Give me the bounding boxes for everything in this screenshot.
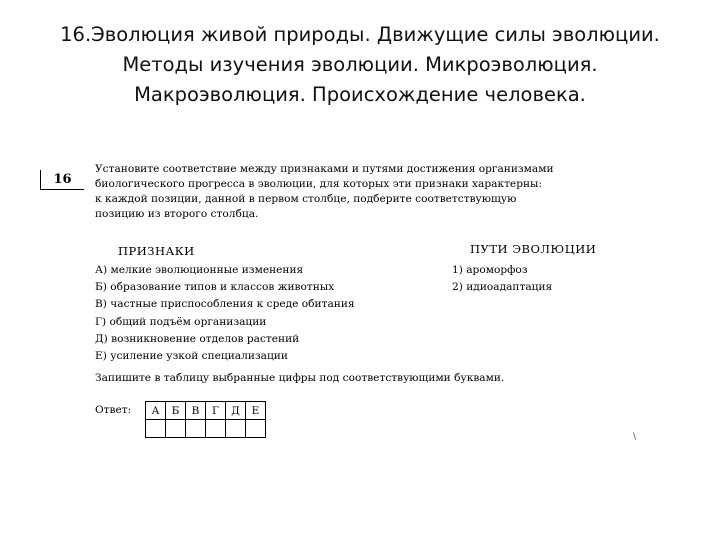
feature-item: В) частные приспособления к среде обитания [95,298,355,311]
answer-cell[interactable] [186,420,206,438]
answer-header-row [146,402,266,420]
task-number: 16 [40,170,84,190]
paths-header: ПУТИ ЭВОЛЮЦИИ [470,242,597,256]
answer-value-row [146,420,266,438]
instruction-line: позицию из второго столбца. [95,208,259,220]
instruction-line: к каждой позиции, данной в первом столбце, подберите соответствующую [95,193,517,205]
answer-column-label: Г [206,402,226,420]
answer-column-label: А [146,402,166,420]
answer-column-label: Б [166,402,186,420]
answer-column-label: В [186,402,206,420]
feature-item: Д) возникновение отделов растений [95,332,300,345]
answer-cell[interactable] [166,420,186,438]
path-item: 1) ароморфоз [452,264,528,276]
feature-item: Г) общий подъём организации [95,315,267,328]
answer-column-label: Е [246,402,266,420]
answer-cell[interactable] [246,420,266,438]
answer-cell[interactable] [226,420,246,438]
scan-corner-mark: \ [633,432,637,442]
answer-table [145,401,266,438]
title-line-1: 16.Эволюция живой природы. Движущие силы эволюции. [60,23,660,46]
features-list [95,262,355,365]
task-instruction [95,162,625,222]
instruction-line: Установите соответствие между признаками и путями достижения организмами [95,163,554,175]
paths-list [452,262,552,296]
path-item: 2) идиоадаптация [452,281,553,294]
feature-item: Б) образование типов и классов животных [95,281,335,294]
feature-item: Е) усиление узкой специализации [95,350,288,363]
features-header: ПРИЗНАКИ [118,244,195,258]
answer-column-label: Д [226,402,246,420]
feature-item: А) мелкие эволюционные изменения [95,264,304,276]
answer-label: Ответ: [95,404,132,416]
answer-cell[interactable] [146,420,166,438]
instruction-line: биологического прогресса в эволюции, для которых эти признаки характерны: [95,178,543,190]
answer-cell[interactable] [206,420,226,438]
footer-instruction: Запишите в таблицу выбранные цифры под соответствующими буквами. [95,372,505,384]
title-line-2: Методы изучения эволюции. Микроэволюция. [122,53,598,76]
title-line-3: Макроэволюция. Происхождение человека. [134,83,586,106]
